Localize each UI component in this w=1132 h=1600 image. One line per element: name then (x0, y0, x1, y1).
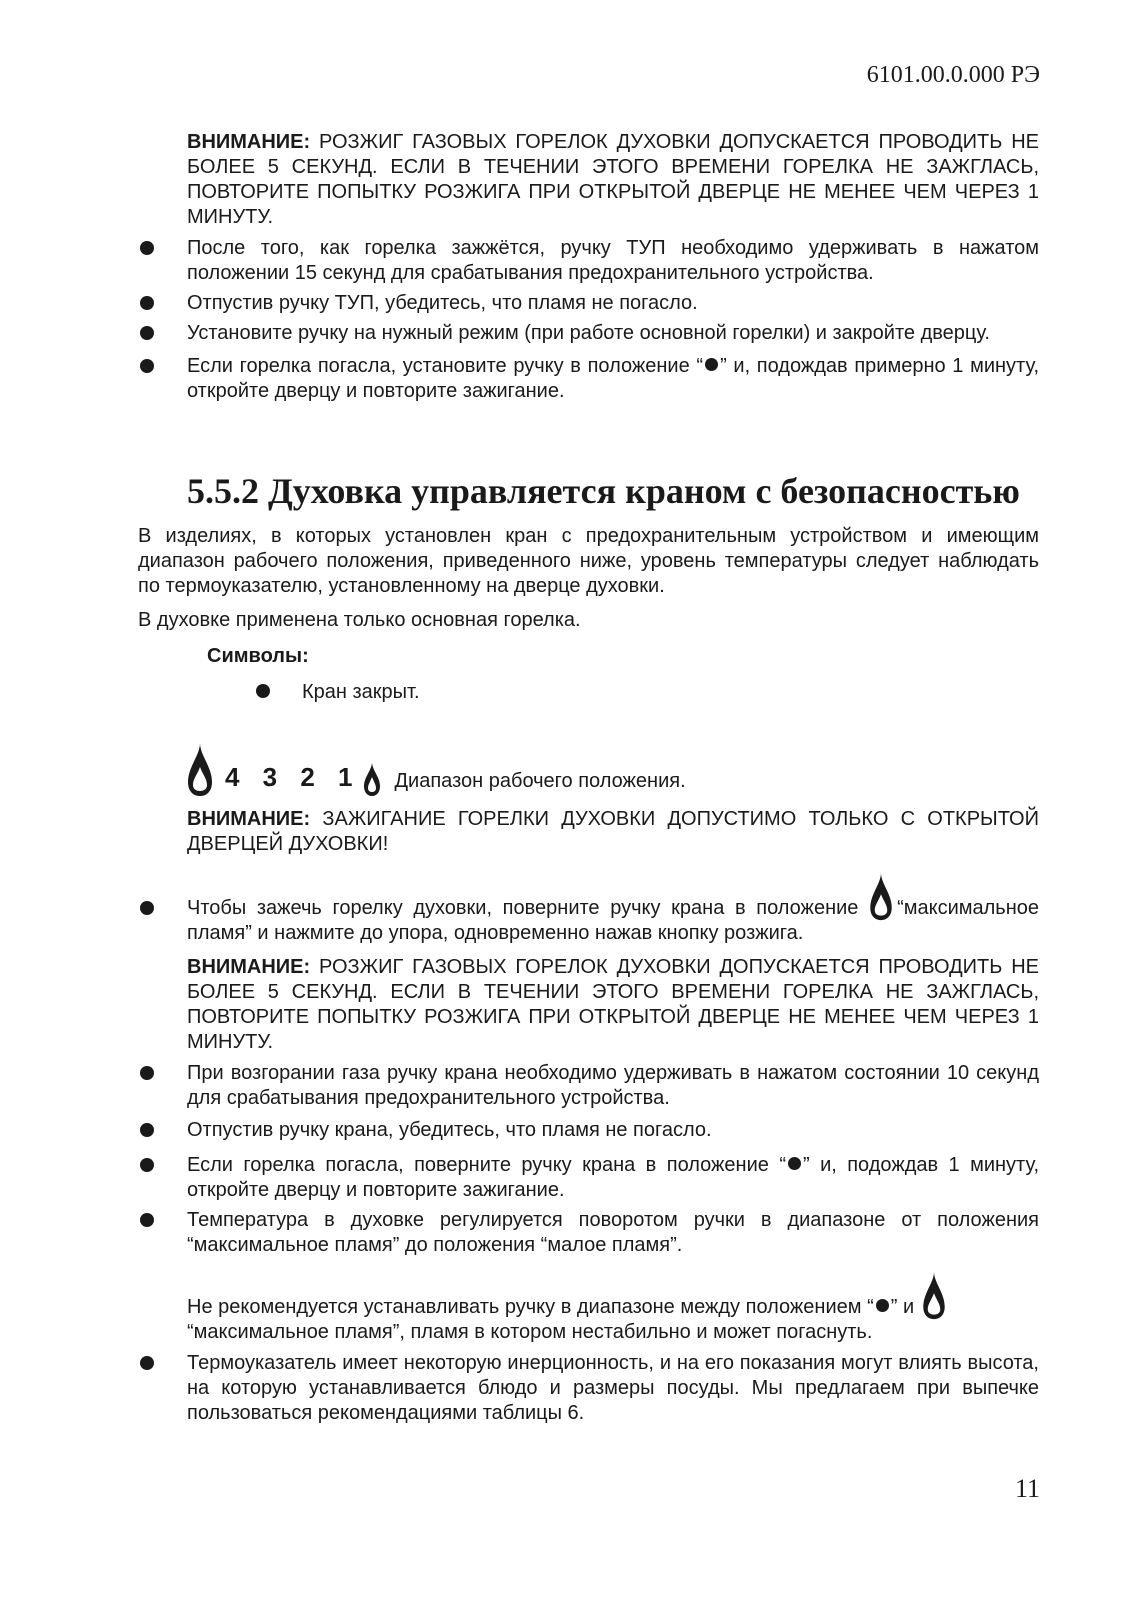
list-item: Отпустив ручку ТУП, убедитесь, что пламя не погасло. (187, 292, 698, 314)
note-text: ” и (890, 1296, 920, 1318)
list-item-text: “максимальное пламя” и нажмите до упора, одновременно нажав кнопку розжига. (187, 897, 1039, 944)
warning-label: ВНИМАНИЕ: (187, 131, 311, 153)
bullet-icon (140, 1123, 154, 1137)
list-item-text: Чтобы зажечь горелку духовки, поверните ручку крана в положение (187, 897, 870, 919)
list-item (187, 354, 1039, 404)
working-range-symbol (187, 741, 686, 797)
warning-block-top (187, 130, 1039, 230)
bullet-icon (140, 326, 154, 340)
bullet-icon (140, 1158, 154, 1172)
main-burner-note: В духовке применена только основная горелка. (138, 609, 581, 631)
list-item: Температура в духовке регулируется поворотом ручки в диапазоне от положения “максимальное пламя” до положения “малое пламя”. (187, 1209, 1039, 1256)
closed-dot-icon (705, 358, 718, 371)
page-number: 11 (1014, 1474, 1040, 1503)
bullet-icon (140, 1213, 154, 1227)
large-flame-icon (187, 741, 213, 797)
symbol-closed-text: Кран закрыт. (302, 681, 420, 703)
list-item: Термоуказатель имеет некоторую инерционность, и на его показания могут влиять высота, на которую устанавливается блюдо и размеры посуды. Мы предлагаем при выпечке пользоваться рекомендациями таблицы 6. (187, 1352, 1039, 1424)
range-text: Диапазон рабочего положения. (394, 770, 686, 792)
max-flame-icon (869, 871, 893, 921)
bullet-icon (140, 241, 154, 255)
list-item: Отпустив ручку крана, убедитесь, что пламя не погасло. (187, 1119, 712, 1141)
closed-dot-icon (788, 1157, 801, 1170)
document-code: 6101.00.0.000 РЭ (866, 62, 1040, 88)
note-text: Не рекомендуется устанавливать ручку в диапазоне между положением “ (187, 1296, 874, 1318)
section-intro: В изделиях, в которых установлен кран с предохранительным устройством и имеющим диапазон рабочего положения, приведенного ниже, уровень температуры следует наблюдать по термоуказателю, установленному на дверце духовки. (138, 525, 1039, 597)
range-numbers: 4 3 2 1 (225, 762, 361, 792)
list-item-text: Если горелка погасла, поверните ручку крана в положение “ (187, 1154, 786, 1176)
symbols-label: Символы: (207, 645, 309, 667)
list-item-text: Если горелка погасла, установите ручку в положение “ (187, 355, 704, 377)
small-flame-icon (363, 761, 381, 797)
list-item (187, 1153, 1039, 1203)
warning-text: РОЗЖИГ ГАЗОВЫХ ГОРЕЛОК ДУХОВКИ ДОПУСКАЕТСЯ ПРОВОДИТЬ НЕ БОЛЕЕ 5 СЕКУНД. ЕСЛИ В ТЕЧЕНИИ ЭТОГО ВРЕМЕНИ ГОРЕЛКА НЕ ЗАЖГЛАСЬ, ПОВТОРИТЕ ПОПЫТКУ РОЗЖИГА ПРИ ОТКРЫТОЙ ДВЕРЦЕ НЕ МЕНЕЕ ЧЕМ ЧЕРЕЗ 1 МИНУТУ. (187, 131, 1039, 228)
bullet-icon (140, 296, 154, 310)
list-item-text: ” и, подождав 1 минуту, откройте дверцу и повторите зажигание. (187, 1154, 1039, 1201)
note-text: “максимальное пламя”, пламя в котором нестабильно и может погаснуть. (187, 1321, 873, 1343)
list-item (187, 896, 1039, 946)
bullet-icon (140, 1066, 154, 1080)
closed-dot-icon (256, 684, 270, 698)
warning-label: ВНИМАНИЕ: (187, 808, 311, 830)
closed-dot-icon (876, 1299, 889, 1312)
max-flame-icon (922, 1270, 946, 1320)
bullet-icon (140, 1356, 154, 1370)
warning-label: ВНИМАНИЕ: (187, 956, 311, 978)
warning-block-ignition (187, 955, 1039, 1055)
warning-text: ЗАЖИГАНИЕ ГОРЕЛКИ ДУХОВКИ ДОПУСТИМО ТОЛЬКО С ОТКРЫТОЙ ДВЕРЦЕЙ ДУХОВКИ! (187, 808, 1039, 855)
warning-text: РОЗЖИГ ГАЗОВЫХ ГОРЕЛОК ДУХОВКИ ДОПУСКАЕТСЯ ПРОВОДИТЬ НЕ БОЛЕЕ 5 СЕКУНД. ЕСЛИ В ТЕЧЕНИИ ЭТОГО ВРЕМЕНИ ГОРЕЛКА НЕ ЗАЖГЛАСЬ, ПОВТОРИТЕ ПОПЫТКУ РОЗЖИГА ПРИ ОТКРЫТОЙ ДВЕРЦЕ НЕ МЕНЕЕ ЧЕМ ЧЕРЕЗ 1 МИНУТУ. (187, 956, 1039, 1053)
list-item: После того, как горелка зажжётся, ручку ТУП необходимо удерживать в нажатом положении 15 секунд для срабатывания предохранительного устройства. (187, 237, 1039, 284)
list-item: При возгорании газа ручку крана необходимо удерживать в нажатом состоянии 10 секунд для срабатывания предохранительного устройства. (187, 1062, 1039, 1109)
list-item-text: ” и, подождав примерно 1 минуту, откройте дверцу и повторите зажигание. (187, 355, 1039, 402)
bullet-icon (140, 901, 154, 915)
bullet-icon (140, 359, 154, 373)
list-item: Установите ручку на нужный режим (при работе основной горелки) и закройте дверцу. (187, 322, 990, 344)
section-heading: 5.5.2 Духовка управляется краном с безопасностью (187, 471, 1020, 511)
warning-block-door (187, 807, 1039, 857)
not-recommended-note (187, 1295, 1039, 1345)
